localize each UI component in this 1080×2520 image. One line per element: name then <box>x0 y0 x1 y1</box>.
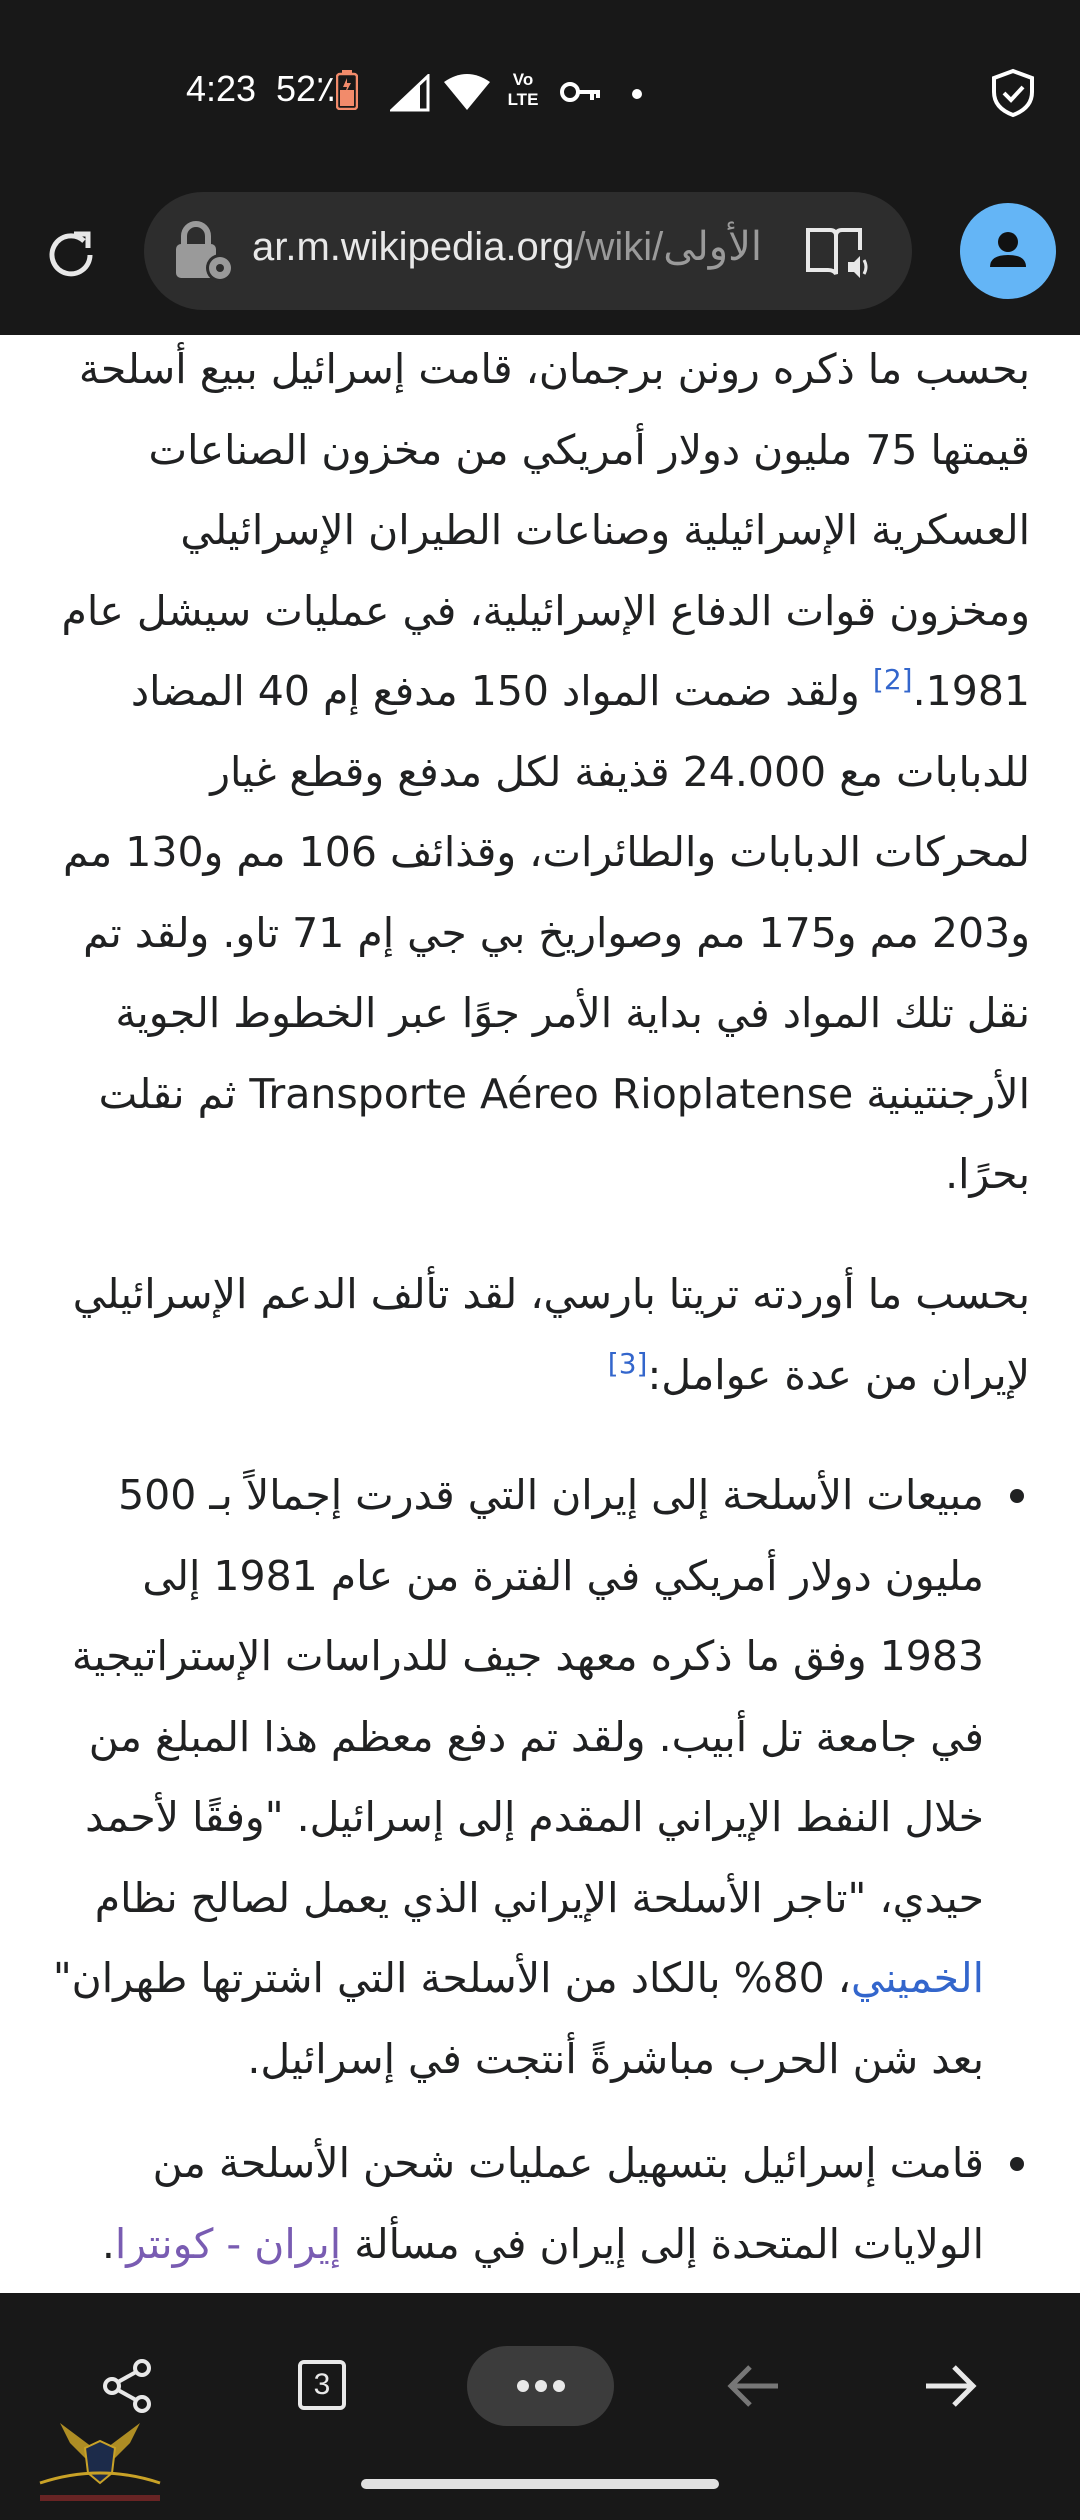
article-content[interactable] <box>0 335 1080 2293</box>
menu-button[interactable] <box>467 2346 614 2426</box>
list-item <box>50 2123 1030 2284</box>
tab-switcher-button[interactable]: 3 <box>298 2360 346 2410</box>
share-button[interactable] <box>98 2356 158 2420</box>
notification-dot-icon <box>632 89 642 99</box>
iran-contra-link[interactable]: إيران - كونترا <box>114 2219 342 2268</box>
browser-bottom-bar <box>0 2293 1080 2520</box>
airline-name: Transporte Aéreo Rioplatense <box>249 1069 854 1118</box>
bullet-list <box>50 1455 1030 2284</box>
list-item <box>50 1455 1030 2099</box>
shield-check-icon <box>990 68 1036 122</box>
site-settings-lock-icon[interactable] <box>172 220 236 288</box>
paragraph-text: بحسب ما ذكره رونن برجمان، قامت إسرائيل ببيع أسلحة قيمتها 75 مليون دولار أمريكي من مخزون الصناعات العسكرية الإسرائيلية وصناعات الطيران الإسرائيلي ومخزون قوات الدفاع الإسرائيلية، في عمليات سيشل عام 1981. <box>61 345 1030 715</box>
back-button[interactable] <box>726 2361 782 2415</box>
listen-page-icon <box>804 222 874 282</box>
reload-button[interactable] <box>40 224 102 290</box>
article-paragraph <box>50 335 1030 1215</box>
khomeini-link[interactable]: الخميني <box>851 1954 984 2002</box>
clock: 4:23 <box>186 68 257 109</box>
account-icon <box>960 203 1056 299</box>
cell-signal-icon <box>390 74 430 116</box>
forum-logo-watermark <box>30 2413 170 2517</box>
list-item-text: . <box>101 2219 115 2268</box>
forward-arrow-icon <box>922 2361 978 2411</box>
reference-link[interactable]: [2] <box>872 663 913 696</box>
url-host: ar.m.wikipedia.org <box>252 225 575 269</box>
address-bar[interactable] <box>144 192 912 310</box>
paragraph-text: بحسب ما أوردته تريتا بارسي، لقد تألف الدعم الإسرائيلي لإيران من عدة عوامل: <box>72 1270 1030 1399</box>
list-item-text: مبيعات الأسلحة إلى إيران التي قدرت إجمالاً بـ 500 مليون دولار أمريكي في الفترة من عام 1981 إلى 1983 وفق ما ذكره معهد جيف للدراسات الإستراتيجية في جامعة تل أبيب. ولقد تم دفع معظم هذا المبلغ من خلال النفط الإيراني المقدم إلى إسرائيل. "وفقًا لأحمد حيدي، "تاجر الأسلحة الإيراني الذي يعمل لصالح نظام <box>71 1471 984 1922</box>
share-icon <box>98 2356 158 2416</box>
article-paragraph <box>50 1254 1030 1415</box>
volte-indicator: Vo LTE <box>507 70 539 109</box>
list-item-text: قامت إسرائيل بتسهيل عمليات شحن الأسلحة من الولايات المتحدة إلى إيران في مسألة <box>152 2139 984 2268</box>
back-arrow-icon <box>726 2361 782 2411</box>
url-text[interactable] <box>252 224 762 270</box>
bullet-icon <box>1010 2157 1024 2171</box>
forward-button[interactable] <box>922 2361 978 2415</box>
list-item-text: ، 80% بالكاد من الأسلحة التي اشترتها طهران" بعد شن الحرب مباشرةً أنتجت في إسرائيل. <box>52 1954 984 2083</box>
status-bar <box>0 0 1080 190</box>
account-button[interactable] <box>960 203 1056 299</box>
reference-link[interactable]: [3] <box>607 1346 648 1380</box>
browser-toolbar <box>0 170 1080 335</box>
reader-mode-button[interactable] <box>804 222 874 286</box>
battery-percent: 52٪ <box>276 68 336 109</box>
bullet-icon <box>1010 1489 1024 1503</box>
paragraph-text: ولقد ضمت المواد 150 مدفع إم 40 المضاد للدبابات مع 24.000 قذيفة لكل مدفع وقطع غيار لمحركات الدبابات والطائرات، وقذائف 106 مم و130 مم و203 مم و175 مم وصواريخ بي جي إم 71 تاو. ولقد تم نقل تلك المواد في بداية الأمر جوًا عبر الخطوط الجوية الأرجنتينية <box>63 667 1030 1118</box>
more-options-icon <box>467 2346 614 2426</box>
url-path: /wiki/الأولى <box>574 225 763 269</box>
battery-icon <box>336 70 358 114</box>
gesture-handle[interactable] <box>361 2479 719 2489</box>
paragraph-text: ثم نقلت بحرًا. <box>98 1069 1030 1198</box>
wifi-icon <box>442 72 492 116</box>
vpn-key-icon <box>560 80 602 108</box>
reload-icon <box>40 224 102 286</box>
